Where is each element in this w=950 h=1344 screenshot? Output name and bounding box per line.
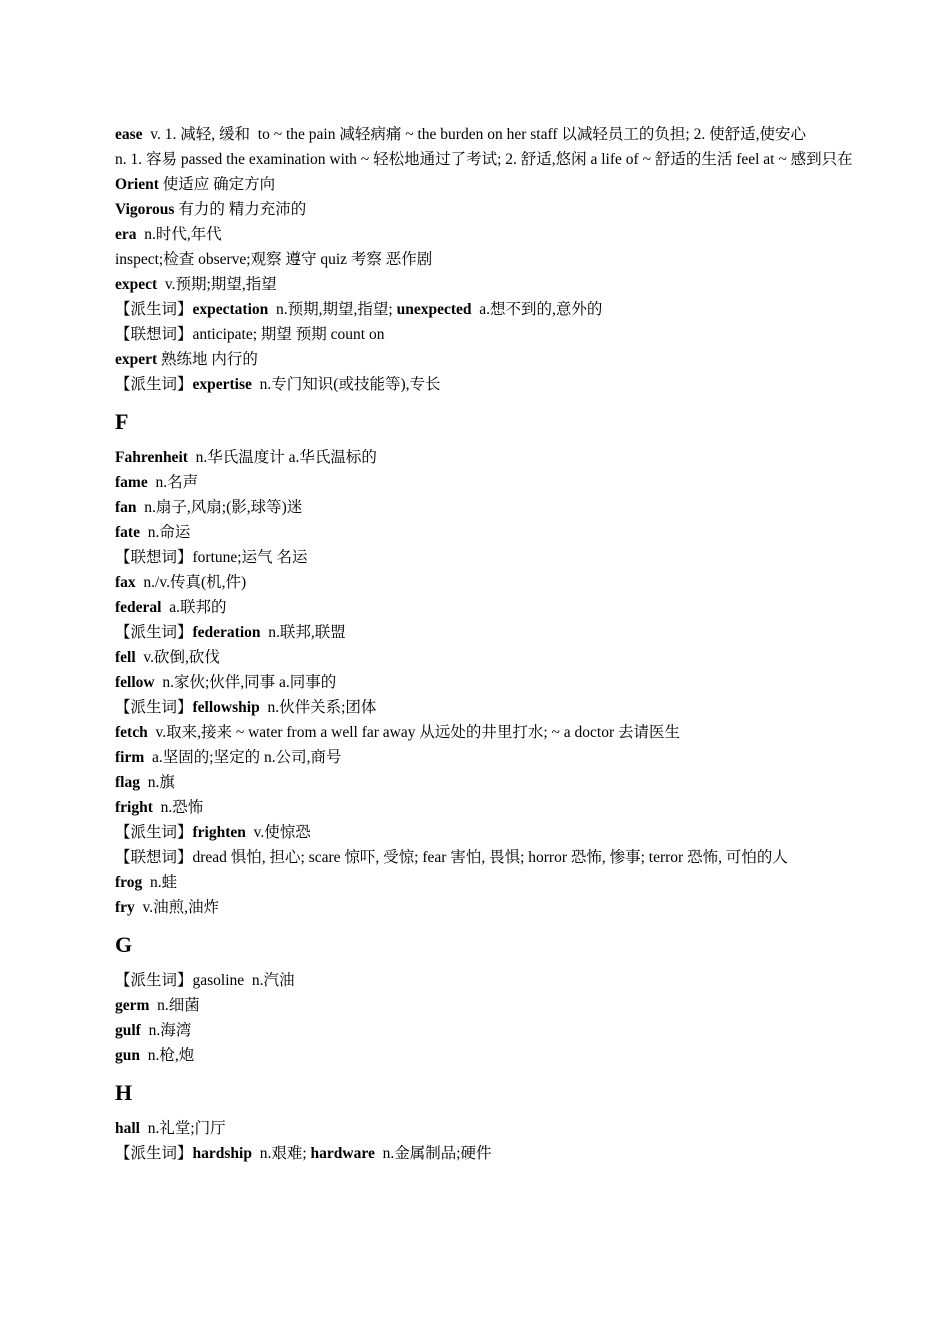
headword: hardship bbox=[192, 1145, 252, 1162]
definition-text: 【派生词】 bbox=[115, 699, 193, 716]
definition-text: n.礼堂;门厅 bbox=[139, 1120, 226, 1137]
headword: fell bbox=[115, 649, 136, 666]
vocab-entry bbox=[115, 247, 855, 272]
headword: fax bbox=[115, 574, 136, 591]
vocab-entry bbox=[115, 297, 855, 322]
headword: expertise bbox=[192, 376, 252, 393]
definition-text: n.金属制品;硬件 bbox=[374, 1145, 492, 1162]
definition-text: a.联邦的 bbox=[161, 599, 227, 616]
headword: hall bbox=[115, 1120, 140, 1137]
headword: frog bbox=[115, 874, 143, 891]
definition-text: 【联想词】dread 惧怕, 担心; scare 惊吓, 受惊; fear 害怕, 畏惧; horror 恐怖, 惨事; terror 恐怖, 可怕的人 bbox=[115, 849, 788, 866]
headword: fright bbox=[115, 799, 153, 816]
headword: firm bbox=[115, 749, 145, 766]
definition-text: 熟练地 内行的 bbox=[157, 351, 258, 368]
definition-text: 使适应 确定方向 bbox=[158, 176, 276, 193]
vocab-entry bbox=[115, 347, 855, 372]
vocab-entry bbox=[115, 795, 855, 820]
vocab-entry bbox=[115, 322, 855, 347]
headword: hardware bbox=[310, 1145, 375, 1162]
definition-text: v.使惊恐 bbox=[245, 824, 311, 841]
definition-text: n.预期,期望,指望; bbox=[268, 301, 397, 318]
definition-text: v.砍倒,砍伐 bbox=[135, 649, 220, 666]
vocab-entry bbox=[115, 745, 855, 770]
headword: fellowship bbox=[192, 699, 260, 716]
definition-text: 【联想词】fortune;运气 名运 bbox=[115, 549, 308, 566]
vocab-entry bbox=[115, 770, 855, 795]
vocab-entry bbox=[115, 820, 855, 845]
vocab-entry bbox=[115, 695, 855, 720]
definition-text: 【派生词】 bbox=[115, 824, 193, 841]
vocab-entry bbox=[115, 968, 855, 993]
headword: unexpected bbox=[396, 301, 472, 318]
headword: expectation bbox=[192, 301, 269, 318]
definition-text: v.取来,接来 ~ water from a well far away 从远处的井里打水; ~ a doctor 去请医生 bbox=[147, 724, 681, 741]
section-heading: G bbox=[115, 932, 133, 957]
headword: federation bbox=[192, 624, 261, 641]
headword: ease bbox=[115, 126, 143, 143]
definition-text: n.命运 bbox=[139, 524, 191, 541]
vocab-entry bbox=[115, 720, 855, 745]
definition-text: inspect;检查 observe;观察 遵守 quiz 考察 恶作剧 bbox=[115, 251, 433, 268]
section-heading: F bbox=[115, 409, 129, 434]
definition-text: 【派生词】 bbox=[115, 1145, 193, 1162]
definition-text: n.伙伴关系;团体 bbox=[259, 699, 377, 716]
definition-text: n.名声 bbox=[147, 474, 199, 491]
vocab-entry bbox=[115, 495, 855, 520]
definition-text: 有力的 精力充沛的 bbox=[174, 201, 307, 218]
definition-text: n.联邦,联盟 bbox=[260, 624, 346, 641]
vocab-entry bbox=[115, 122, 855, 147]
headword: germ bbox=[115, 997, 150, 1014]
definition-text: 【联想词】anticipate; 期望 预期 count on bbox=[115, 326, 385, 343]
section-heading: H bbox=[115, 1080, 133, 1105]
vocab-entry bbox=[115, 1043, 855, 1068]
definition-text: n.海湾 bbox=[140, 1022, 192, 1039]
definition-text: v. 1. 减轻, 缓和 to ~ the pain 减轻病痛 ~ the burden on her staff 以减轻员工的负担; 2. 使舒适,使安心 bbox=[142, 126, 806, 143]
headword: fate bbox=[115, 524, 140, 541]
definition-text: n. 1. 容易 passed the examination with ~ 轻松地通过了考试; 2. 舒适,悠闲 a life of ~ 舒适的生活 feel at ~ 感到只在 bbox=[115, 151, 853, 168]
headword: Vigorous bbox=[115, 201, 175, 218]
definition-text: v.预期;期望,指望 bbox=[157, 276, 277, 293]
vocab-entry bbox=[115, 1116, 855, 1141]
vocab-entry bbox=[115, 570, 855, 595]
vocab-entry bbox=[115, 520, 855, 545]
definition-text: n.旗 bbox=[139, 774, 175, 791]
vocab-entry bbox=[115, 272, 855, 297]
headword: fan bbox=[115, 499, 137, 516]
definition-text: n.细菌 bbox=[149, 997, 200, 1014]
definition-text: n.时代,年代 bbox=[136, 226, 222, 243]
headword: gulf bbox=[115, 1022, 141, 1039]
headword: fellow bbox=[115, 674, 155, 691]
headword: era bbox=[115, 226, 137, 243]
vocab-entry bbox=[115, 620, 855, 645]
headword: gun bbox=[115, 1047, 140, 1064]
headword: flag bbox=[115, 774, 140, 791]
vocab-entry bbox=[115, 445, 855, 470]
definition-text: n.华氏温度计 a.华氏温标的 bbox=[187, 449, 377, 466]
headword: fame bbox=[115, 474, 148, 491]
vocab-entry bbox=[115, 845, 855, 870]
vocab-entry bbox=[115, 545, 855, 570]
headword: Orient bbox=[115, 176, 159, 193]
definition-text: n.家伙;伙伴,同事 a.同事的 bbox=[154, 674, 337, 691]
vocab-entry bbox=[115, 470, 855, 495]
vocab-entry bbox=[115, 172, 855, 197]
definition-text: 【派生词】 bbox=[115, 376, 193, 393]
definition-text: 【派生词】 bbox=[115, 624, 193, 641]
headword: frighten bbox=[192, 824, 246, 841]
definition-text: a.坚固的;坚定的 n.公司,商号 bbox=[144, 749, 342, 766]
definition-text: 【派生词】 bbox=[115, 301, 193, 318]
document-page bbox=[115, 122, 855, 1166]
headword: expert bbox=[115, 351, 158, 368]
definition-text: n.蛙 bbox=[142, 874, 178, 891]
vocab-entry bbox=[115, 222, 855, 247]
vocab-entry bbox=[115, 1018, 855, 1043]
headword: federal bbox=[115, 599, 162, 616]
definition-text: n.恐怖 bbox=[152, 799, 204, 816]
headword: Fahrenheit bbox=[115, 449, 188, 466]
headword: fry bbox=[115, 899, 135, 916]
vocab-entry bbox=[115, 993, 855, 1018]
vocab-entry bbox=[115, 1141, 855, 1166]
vocab-entry bbox=[115, 870, 855, 895]
vocab-entry bbox=[115, 595, 855, 620]
vocab-entry bbox=[115, 895, 855, 920]
definition-text: v.油煎,油炸 bbox=[134, 899, 220, 916]
definition-text: n.扇子,风扇;(影,球等)迷 bbox=[136, 499, 303, 516]
definition-text: a.想不到的,意外的 bbox=[471, 301, 603, 318]
definition-text: n./v.传真(机,件) bbox=[135, 574, 247, 591]
headword: expect bbox=[115, 276, 158, 293]
vocab-entry bbox=[115, 670, 855, 695]
vocab-entry bbox=[115, 147, 855, 172]
definition-text: n.专门知识(或技能等),专长 bbox=[251, 376, 441, 393]
definition-text: 【派生词】gasoline n.汽油 bbox=[115, 972, 295, 989]
definition-text: n.艰难; bbox=[251, 1145, 311, 1162]
vocab-entry bbox=[115, 645, 855, 670]
vocab-entry bbox=[115, 197, 855, 222]
headword: fetch bbox=[115, 724, 148, 741]
definition-text: n.枪,炮 bbox=[140, 1047, 195, 1064]
vocab-entry bbox=[115, 372, 855, 397]
